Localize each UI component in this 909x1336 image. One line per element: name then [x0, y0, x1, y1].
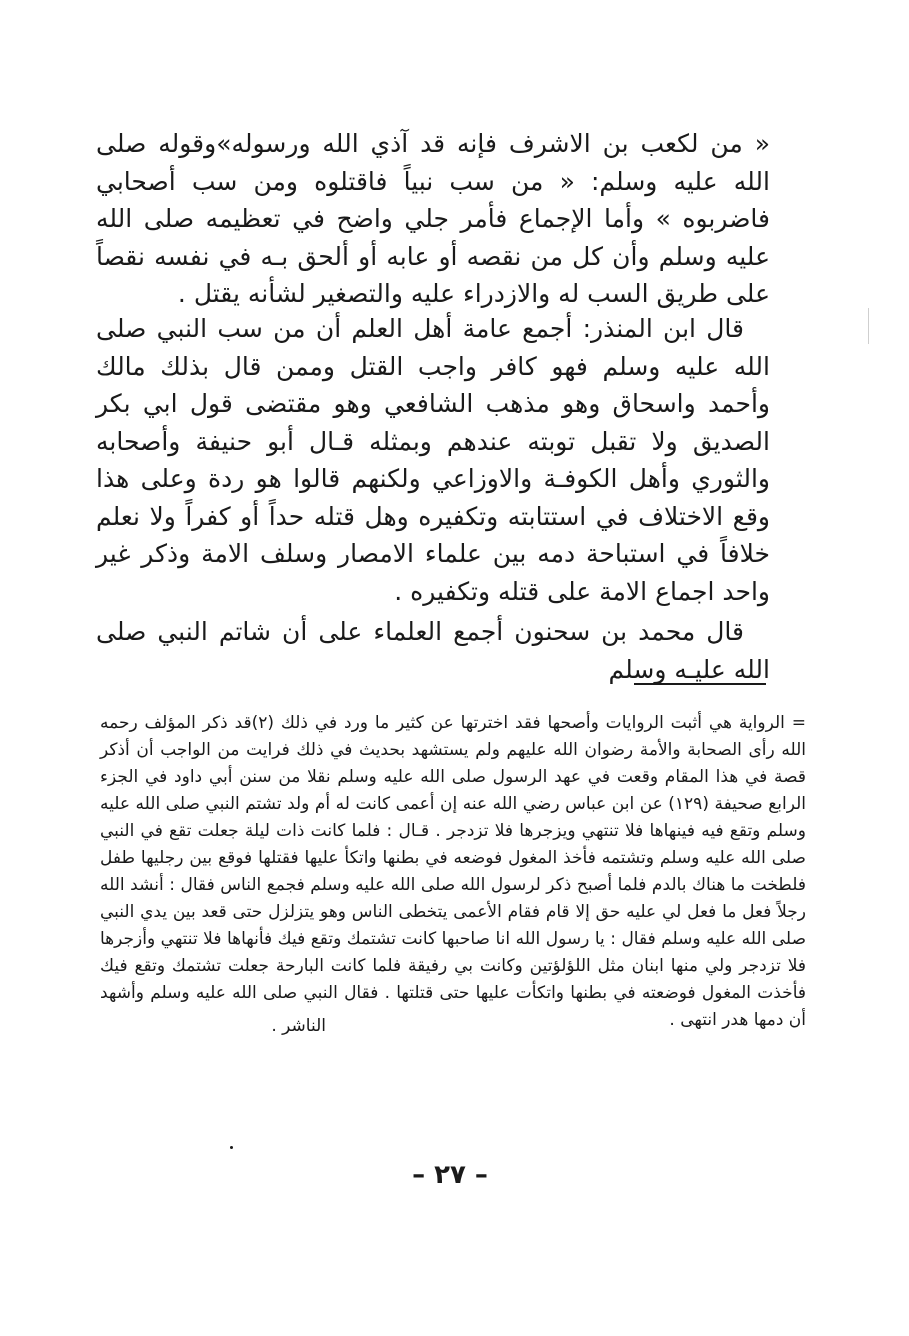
- footnote-separator: [634, 683, 766, 685]
- publisher-signature: الناشر .: [271, 1016, 326, 1036]
- paragraph-3: قال محمد بن سحنون أجمع العلماء على أن شاتم النبي صلى الله عليـه وسلم: [96, 617, 770, 684]
- stray-dot: [230, 1146, 233, 1149]
- footnote: = الرواية هي أثبت الروايات وأصحها فقد اخترتها عن كثير ما ورد في ذلك (٢)قد ذكر المؤلف رحمه الله رأى الصحابة والأمة رضوان الله عليهم ولم يستشهد بحديث في ذلك فرايت من الواجب أن أذكر قصة في هذا المقام وقعت في عهد الرسول صلى الله عليه وسلم نقلا من سنن أبي داود في الجزء الرابع صحيفة (١٢٩) عن ابن عباس رضي الله عنه إن أعمى كانت له أم ولد تشتم النبي صلى الله عليه وسلم وتقع فيه فينهاها فلا تنتهي ويزجرها فلا تزدجر . قـال : فلما كانت ذات ليلة جعلت تقع في النبي صلى الله عليه وسلم وتشتمه فأخذ المغول فوضعه في بطنها واتكأ عليها فقتلها فوقع بين رجليها طفل فلطخت ما هناك بالدم فلما أصبح ذكر لرسول الله صلى الله عليه وسلم فجمع الناس فقال : أنشد الله رجلاً فعل ما فعل لي عليه حق إلا قام فقام الأعمى يتخطى الناس وهو يتزلزل حتى قعد بين يدي النبي صلى الله عليه وسلم فقال : يا رسول الله انا صاحبها كانت تشتمك وتقع فيك فأنهاها فلا تنتهي وأزجرها فلا تزدجر ولي منها ابنان مثل اللؤلؤتين وكانت بي رفيقة فلما كانت البارحة جعلت تشتمك وتقع فيك فأخذت المغول فوضعته في بطنها واتكأت عليها حتى قتلتها . فقال النبي صلى الله عليه وسلم وأشهد أن دمها هدر انتهى .: [100, 713, 807, 1030]
- paragraph-1: « من لكعب بن الاشرف فإنه قد آذي الله ورسوله»وقوله صلى الله عليه وسلم: « من سب نبياً فاقتلوه ومن سب أصحابي فاضربوه » وأما الإجماع فأمر جلي واضح في تعظيمه صلى الله عليه وسلم وأن كل من نقصه أو عابه أو ألحق بـه في نفسه نقصاً على طريق السب له والازدراء عليه والتصغير لشأنه يقتل .: [96, 129, 770, 308]
- paragraph-2: قال ابن المنذر: أجمع عامة أهل العلم أن من سب النبي صلى الله عليه وسلم فهو كافر واجب القتل وممن قال بذلك مالك وأحمد واسحاق وهو مذهب الشافعي وهو مقتضى قول ابي بكر الصديق ولا تقبل توبته عندهم وبمثله قـال أبو حنيفة وأصحابه والثوري وأهل الكوفـة والاوزاعي ولكنهم قالوا هو ردة وعلى هذا وقع الاختلاف في استتابته وتكفيره وهل قتله حداً أو كفراً ولا نعلم خلافاً في استباحة دمه بين علماء الامصار وسلف الامة وذكر غير واحد اجماع الامة على قتله وتكفيره .: [96, 314, 770, 606]
- margin-mark: [868, 308, 871, 344]
- page-number: – ٢٧ –: [412, 1160, 488, 1190]
